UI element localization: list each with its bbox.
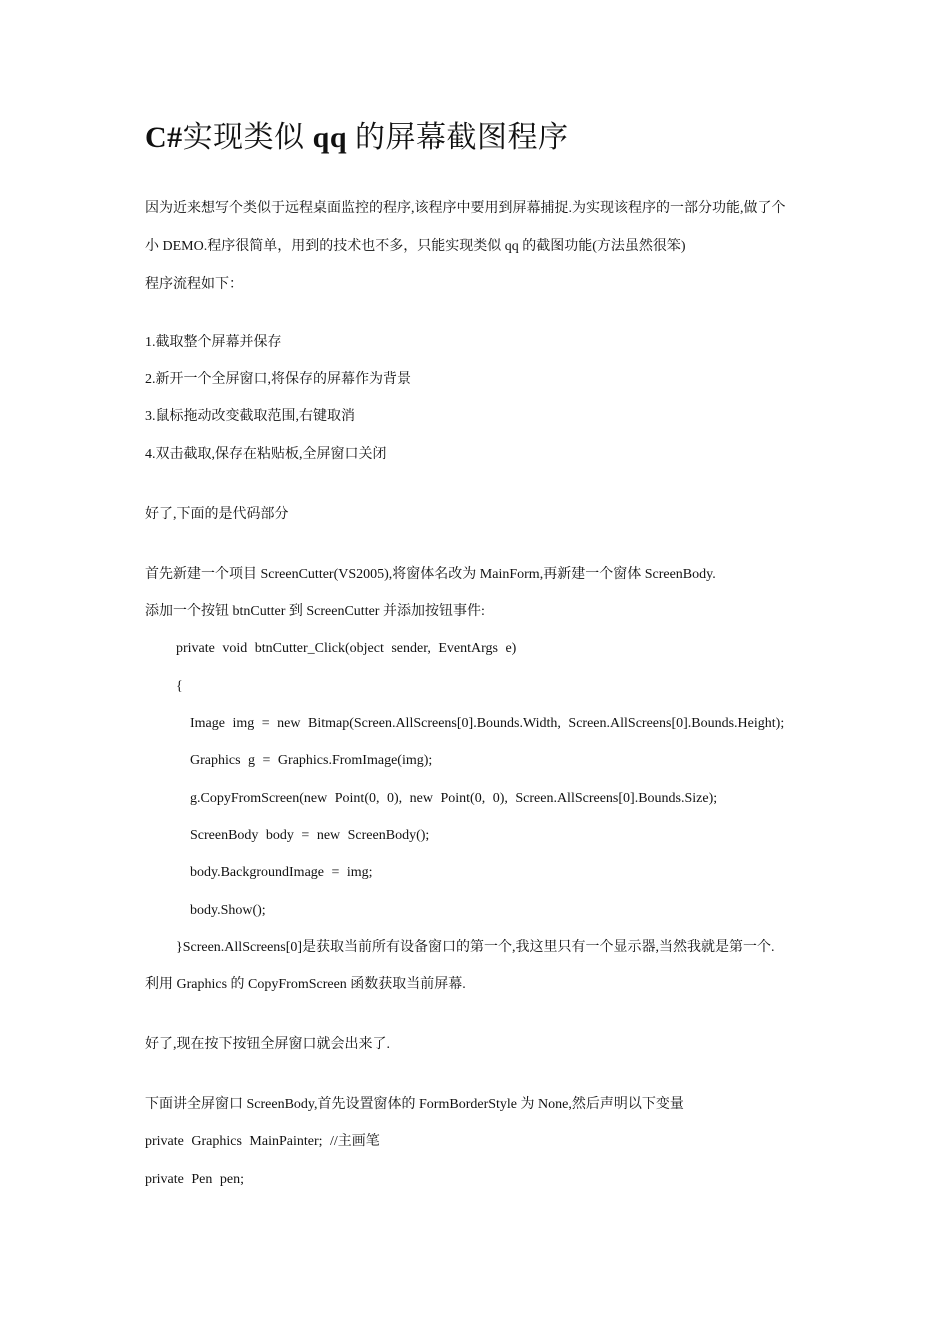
- copy-line: 利用 Graphics 的 CopyFromScreen 函数获取当前屏幕.: [145, 977, 466, 992]
- title-part: 的屏幕截图程序: [355, 121, 569, 154]
- intro-paragraph-line: 小 DEMO.程序很简单，用到的技术也不多，只能实现类似 qq 的截图功能(方法虽然很笨): [145, 239, 686, 254]
- code-line: body.Show();: [190, 903, 266, 918]
- code-decl: private Graphics MainPainter; //主画笔: [145, 1134, 380, 1149]
- code-line: body.BackgroundImage = img;: [190, 865, 373, 880]
- body-intro: 下面讲全屏窗口 ScreenBody,首先设置窗体的 FormBorderStyle 为 None,然后声明以下变量: [145, 1097, 684, 1112]
- step-item: 1.截取整个屏幕并保存: [145, 335, 282, 350]
- intro-paragraph-line: 因为近来想写个类似于远程桌面监控的程序,该程序中要用到屏幕捕捉.为实现该程序的一部分功能,做了个: [145, 201, 786, 216]
- code-line: private void btnCutter_Click(object sender, EventArgs e): [176, 641, 517, 656]
- code-line: }Screen.AllScreens[0]是获取当前所有设备窗口的第一个,我这里只有一个显示器,当然我就是第一个.: [176, 940, 775, 955]
- code-line: Image img = new Bitmap(Screen.AllScreens[0].Bounds.Width, Screen.AllScreens[0].Bounds.Height);: [190, 716, 785, 731]
- code-decl: private Pen pen;: [145, 1172, 244, 1187]
- title-part: qq: [312, 121, 348, 154]
- title-part: C#: [145, 121, 183, 154]
- flow-heading: 程序流程如下：: [145, 277, 243, 292]
- code-line: {: [176, 679, 183, 694]
- code-line: Graphics g = Graphics.FromImage(img);: [190, 753, 433, 768]
- step-item: 2.新开一个全屏窗口,将保存的屏幕作为背景: [145, 372, 411, 387]
- step-item: 4.双击截取,保存在粘贴板,全屏窗口关闭: [145, 447, 387, 462]
- page-title: [145, 112, 569, 156]
- button-line: 添加一个按钮 btnCutter 到 ScreenCutter 并添加按钮事件:: [145, 604, 485, 619]
- code-intro: 好了,下面的是代码部分: [145, 507, 289, 522]
- title-part: 实现类似: [182, 121, 305, 154]
- project-line: 首先新建一个项目 ScreenCutter(VS2005),将窗体名改为 MainForm,再新建一个窗体 ScreenBody.: [145, 567, 716, 582]
- step-item: 3.鼠标拖动改变截取范围,右键取消: [145, 409, 355, 424]
- code-line: ScreenBody body = new ScreenBody();: [190, 828, 430, 843]
- fullscreen-line: 好了,现在按下按钮全屏窗口就会出来了.: [145, 1037, 390, 1052]
- code-line: g.CopyFromScreen(new Point(0, 0), new Point(0, 0), Screen.AllScreens[0].Bounds.Size);: [190, 791, 718, 806]
